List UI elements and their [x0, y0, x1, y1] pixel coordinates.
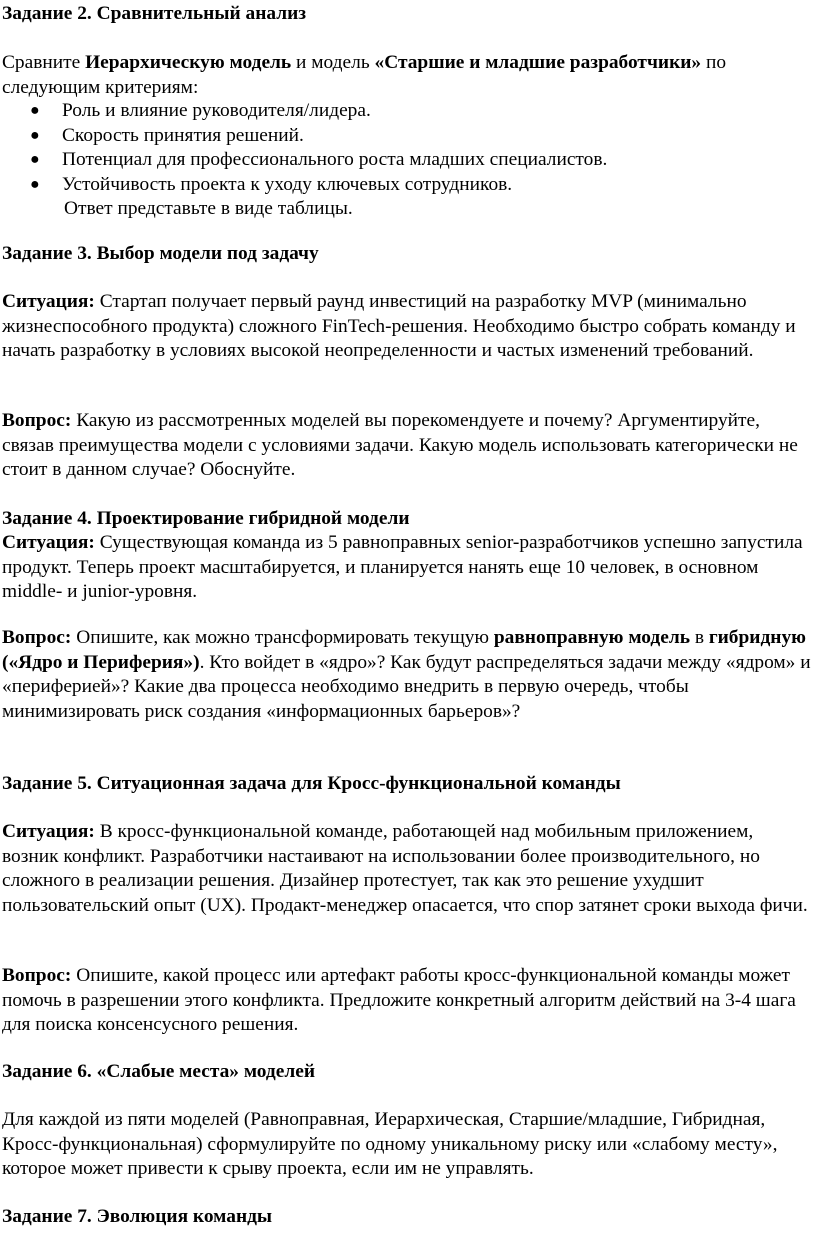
list-item: ● Устойчивость проекта к уходу ключевых сотрудников. — [0, 173, 812, 198]
task2-heading: Задание 2. Сравнительный анализ — [2, 3, 307, 24]
hierarchical-model-term: Иерархическую модель — [85, 52, 292, 73]
task3-question: Вопрос: Какую из рассмотренных моделей вы порекомендуете и почему? Аргументируйте, связав преимущества модели с условиями задачи. Какую модель использовать категорически не стоит в данном случае? Обоснуйте. — [2, 410, 798, 481]
list-item: ● Роль и влияние руководителя/лидера. — [0, 99, 812, 124]
task6-heading: Задание 6. «Слабые места» моделей — [2, 1061, 316, 1082]
bullet-icon: ● — [30, 102, 40, 119]
list-item: ● Потенциал для профессионального роста младших специалистов. — [0, 148, 812, 173]
task4-question: Вопрос: Опишите, как можно трансформировать текущую равноправную модель в гибридную («Ядро и Периферия»). Кто войдет в «ядро»? Как будут распределяться задачи между «ядром» и «периферией»? Какие два процесса необходимо внедрить в первую очередь, чтобы минимизировать риск создания «информационных барьеров»? — [2, 627, 811, 722]
bullet-icon: ● — [30, 126, 40, 144]
task7-heading: Задание 7. Эволюция команды — [2, 1206, 273, 1227]
task5-situation: Ситуация: В кросс-функциональной команде, работающей над мобильным приложением, возник конфликт. Разработчики настаивают на использовании более производительного, но сложного в реализации решения. Дизайнер протестует, так как это решение ухудшит пользовательский опыт (UX). Продакт-менеджер опасается, что спор затянет сроки выхода фичи. — [2, 821, 808, 916]
task5-heading: Задание 5. Ситуационная задача для Кросс-функциональной команды — [2, 773, 621, 794]
bullet-icon: ● — [30, 151, 40, 169]
task3-situation: Ситуация: Стартап получает первый раунд инвестиций на разработку MVP (минимально жизнеспособного продукта) сложного FinTech-решения. Необходимо быстро собрать команду и начать разработку в условиях высокой неопределенности и частых изменений требований. — [2, 291, 796, 362]
list-item: ● Скорость принятия решений. — [0, 124, 812, 149]
task6-text: Для каждой из пяти моделей (Равноправная, Иерархическая, Старшие/младшие, Гибридная, Кросс-функциональная) сформулируйте по одному уникальному риску или «слабому месту», которое может привести к срыву проекта, если им не управлять. — [2, 1109, 778, 1180]
answer-format-note: Ответ представьте в виде таблицы. — [64, 198, 353, 219]
criteria-list — [0, 99, 812, 197]
task5-question: Вопрос: Опишите, какой процесс или артефакт работы кросс-функциональной команды может помочь в разрешении этого конфликта. Предложите конкретный алгоритм действий на 3-4 шага для поиска консенсусного решения. — [2, 965, 796, 1036]
task4-heading: Задание 4. Проектирование гибридной модели — [2, 508, 410, 529]
task4-situation: Ситуация: Существующая команда из 5 равноправных senior-разработчиков успешно запустила продукт. Теперь проект масштабируется, и планируется нанять еще 10 человек, в основном middle- и junior-уровня. — [2, 532, 803, 603]
bullet-icon: ● — [30, 175, 40, 193]
task2-intro: Сравните Иерархическую модель и модель «Старшие и младшие разработчики» по следующим критериям: — [2, 52, 727, 98]
task3-heading: Задание 3. Выбор модели под задачу — [2, 243, 319, 264]
senior-junior-model-term: «Старшие и младшие разработчики» — [374, 52, 702, 73]
